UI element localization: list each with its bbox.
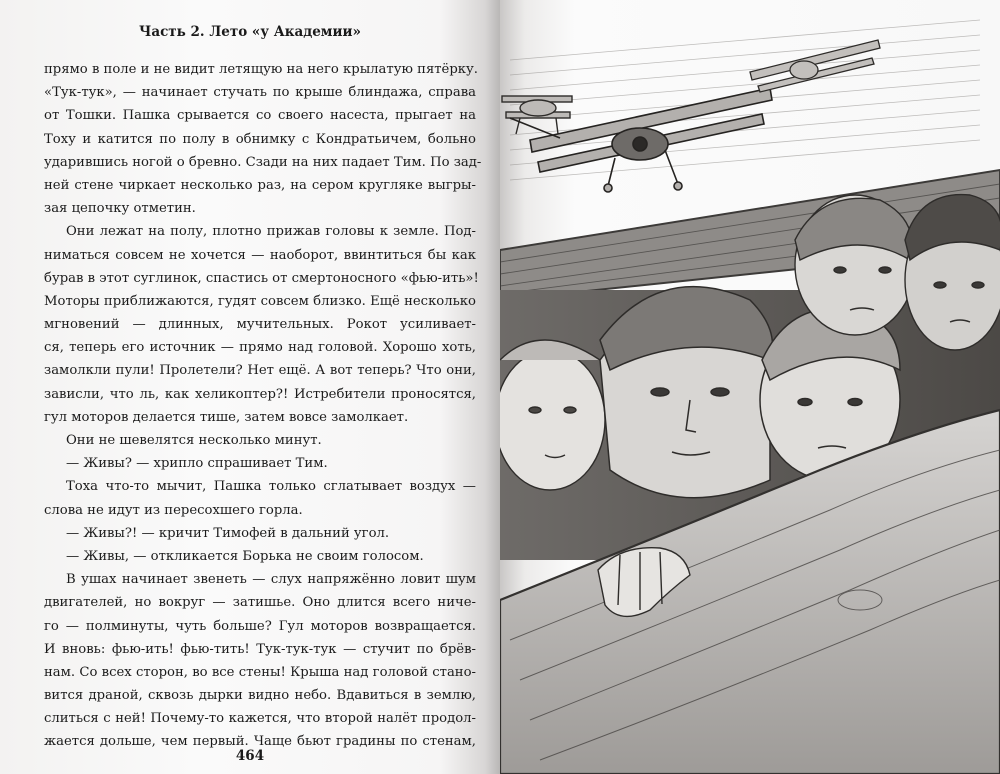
text-line: Они не шевелятся несколько минут. [66,433,322,448]
text-line: Тоху и катится по полу в обнимку с Кондратьичем, больно [44,131,476,147]
text-line: — Живы, — откликается Борька не своим голосом. [66,548,424,564]
text-line: вится драной, сквозь дырки видно небо. Вдавиться в землю, [44,688,476,704]
boy-back-center [795,195,915,335]
text-line: — Живы? — хрипло спрашивает Тим. [66,456,328,472]
text-line: от Тошки. Пашка срывается со своего насеста, прыгает на [44,108,476,124]
biplane-right-icon [750,40,880,92]
text-line: бурав в этот суглинок, спастись от смертоносного «фью-ить»! [44,270,479,286]
text-line: нам. Со всех сторон, во все стены! Крыша над головой стано- [44,664,476,680]
text-line: гул моторов делается тише, затем вовсе замолкает. [44,409,409,425]
text-line: «Тук-тук», — начинает стучать по крыше блиндажа, справа [44,85,476,101]
right-page [500,0,1000,774]
boy-back-right [905,195,1000,350]
text-line: двигателей, но вокруг — затишье. Оно длится всего ниче- [44,595,476,611]
text-line: мгновений — длинных, мучительных. Рокот усиливает- [44,317,476,333]
text-line: го — полминуты, чуть больше? Гул моторов возвращается. [44,618,476,634]
text-line: ударившись ногой о бревно. Сзади на них падает Тим. По зад- [44,154,482,170]
running-head: Часть 2. Лето «у Академии» [139,24,361,40]
text-line: ся, теперь его источник — прямо над головой. Хорошо хоть, [44,340,476,356]
text-line: замолкли пули! Пролетели? Нет ещё. А вот теперь? Что они, [44,363,476,379]
body-text [44,58,482,754]
boy-center [600,287,773,498]
text-line: Тоха что-то мычит, Пашка только сглатывает воздух — [66,479,476,495]
text-line: В ушах начинает звенеть — слух напряжённо ловит шум [66,572,476,588]
text-line: ней стене чиркает несколько раз, на сером кругляке выгры- [44,177,476,193]
text-line: прямо в поле и не видит летящую на него крылатую пятёрку. [44,62,478,77]
text-line: зависли, что ль, как хеликоптер?! Истребители проносятся, [44,386,476,402]
page-number: 464 [235,748,265,764]
text-line: слова не идут из пересохшего горла. [44,502,303,518]
text-line: Они лежат на полу, плотно прижав головы к земле. Под- [66,224,476,240]
text-line: Моторы приближаются, гудят совсем близко. Ещё несколько [44,293,476,309]
text-line: ниматься совсем не хочется — наоборот, ввинтиться бы как [44,247,476,263]
text-line: И вновь: фью-ить! фью-тить! Тук-тук-тук — стучит по брёв- [44,641,476,657]
text-line: — Живы?! — кричит Тимофей в дальний угол. [66,525,390,541]
text-line: слиться с ней! Почему-то кажется, что второй налёт продол- [44,711,476,727]
text-line: жается дольше, чем первый. Чаще бьют градины по стенам, [44,734,476,750]
text-line: зая цепочку отметин. [44,201,196,217]
pencil-illustration-icon [500,0,1000,774]
